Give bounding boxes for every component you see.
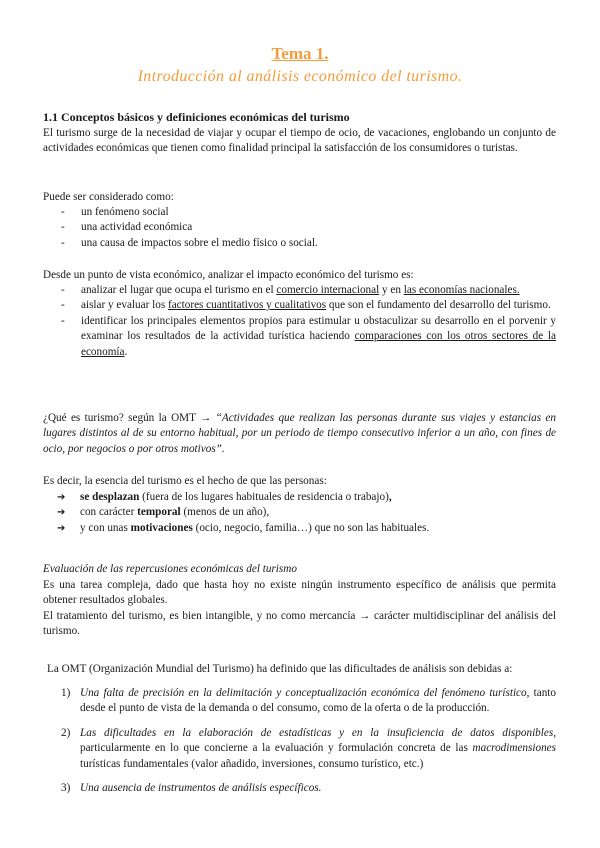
difficulties-lead: La OMT (Organización Mundial del Turismo) ha definido que las dificultades de análisis son debidas a: bbox=[47, 663, 513, 675]
economic-list bbox=[43, 283, 556, 360]
list-item: 3) Una ausencia de instrumentos de análisis específicos. bbox=[61, 782, 322, 795]
list-item: - una actividad económica bbox=[61, 221, 193, 234]
list-item: - una causa de impactos sobre el medio físico o social. bbox=[61, 236, 318, 249]
list-item: ➔ y con unas motivaciones (ocio, negocio, familia…) que no son las habituales. bbox=[43, 521, 556, 536]
section-heading: 1.1 Conceptos básicos y definiciones económicas del turismo bbox=[43, 110, 350, 124]
essence-lead: Es decir, la esencia del turismo es el hecho de que las personas: bbox=[43, 475, 327, 487]
essence-list bbox=[43, 490, 556, 536]
evaluation-paragraph-1: Es una tarea compleja, dado que hasta hoy no existe ningún instrumento específico de análisis que permita obtener resultados globales. bbox=[43, 579, 556, 607]
economic-lead: Desde un punto de vista económico, analizar el impacto económico del turismo es: bbox=[43, 269, 414, 281]
list-item: - identificar los principales elementos propios para estimular u obstaculizar su desarrollo en el porvenir y examinar los resultados de la actividad turística haciendo comparaciones con los otros sectores de la economía. bbox=[61, 314, 557, 358]
document-title: Tema 1. bbox=[271, 44, 329, 63]
considered-lead: Puede ser considerado como: bbox=[43, 191, 174, 203]
list-item: - un fenómeno social bbox=[61, 206, 169, 218]
list-item: ➔ se desplazan (fuera de los lugares habituales de residencia o trabajo), bbox=[43, 490, 556, 505]
document-subtitle: Introducción al análisis económico del turismo. bbox=[137, 68, 463, 85]
list-item: 1) Una falta de precisión en la delimitación y conceptualización económica del fenómeno turístico, tanto desde el punto de vista de la demanda o del consumo, como de la oferta o de la producción. bbox=[61, 687, 556, 715]
list-item: - aislar y evaluar los factores cuantitativos y cualitativos que son el fundamento del desarrollo del turismo. bbox=[61, 299, 551, 312]
list-item: ➔ con carácter temporal (menos de un año), bbox=[43, 505, 556, 520]
arrow-icon: ➔ bbox=[57, 492, 66, 503]
difficulties-list bbox=[43, 686, 556, 796]
intro-paragraph: El turismo surge de la necesidad de viajar y ocupar el tiempo de ocio, de vacaciones, englobando un conjunto de actividades económicas que tienen como finalidad principal la satisfacción de los consumidores o turistas. bbox=[43, 127, 556, 155]
evaluation-paragraph-2: El tratamiento del turismo, es bien intangible, y no como mercancía → carácter multidisciplinar del análisis del turismo. bbox=[43, 610, 556, 638]
arrow-icon: ➔ bbox=[57, 507, 66, 519]
evaluation-heading: Evaluación de las repercusiones económicas del turismo bbox=[43, 563, 297, 575]
considered-list bbox=[43, 205, 556, 251]
list-item: - analizar el lugar que ocupa el turismo en el comercio internacional y en las economías nacionales. bbox=[61, 284, 520, 296]
list-item: 2) Las dificultades en la elaboración de estadísticas y en la insuficiencia de datos disponibles, particularmente en lo que concierne a la evaluación y formulación concreta de las macrodimensiones turísticas fundamentales (valor añadido, inversiones, consumo turístico, etc.) bbox=[61, 726, 556, 770]
omt-definition: ¿Qué es turismo? según la OMT → “Actividades que realizan las personas durante sus viajes y estancias en lugares distintos al de su entorno habitual, por un periodo de tiempo consecutivo inferior a un año, con fines de ocio, por negocios o por otros motivos”. bbox=[43, 412, 556, 455]
arrow-icon: ➔ bbox=[57, 522, 66, 534]
